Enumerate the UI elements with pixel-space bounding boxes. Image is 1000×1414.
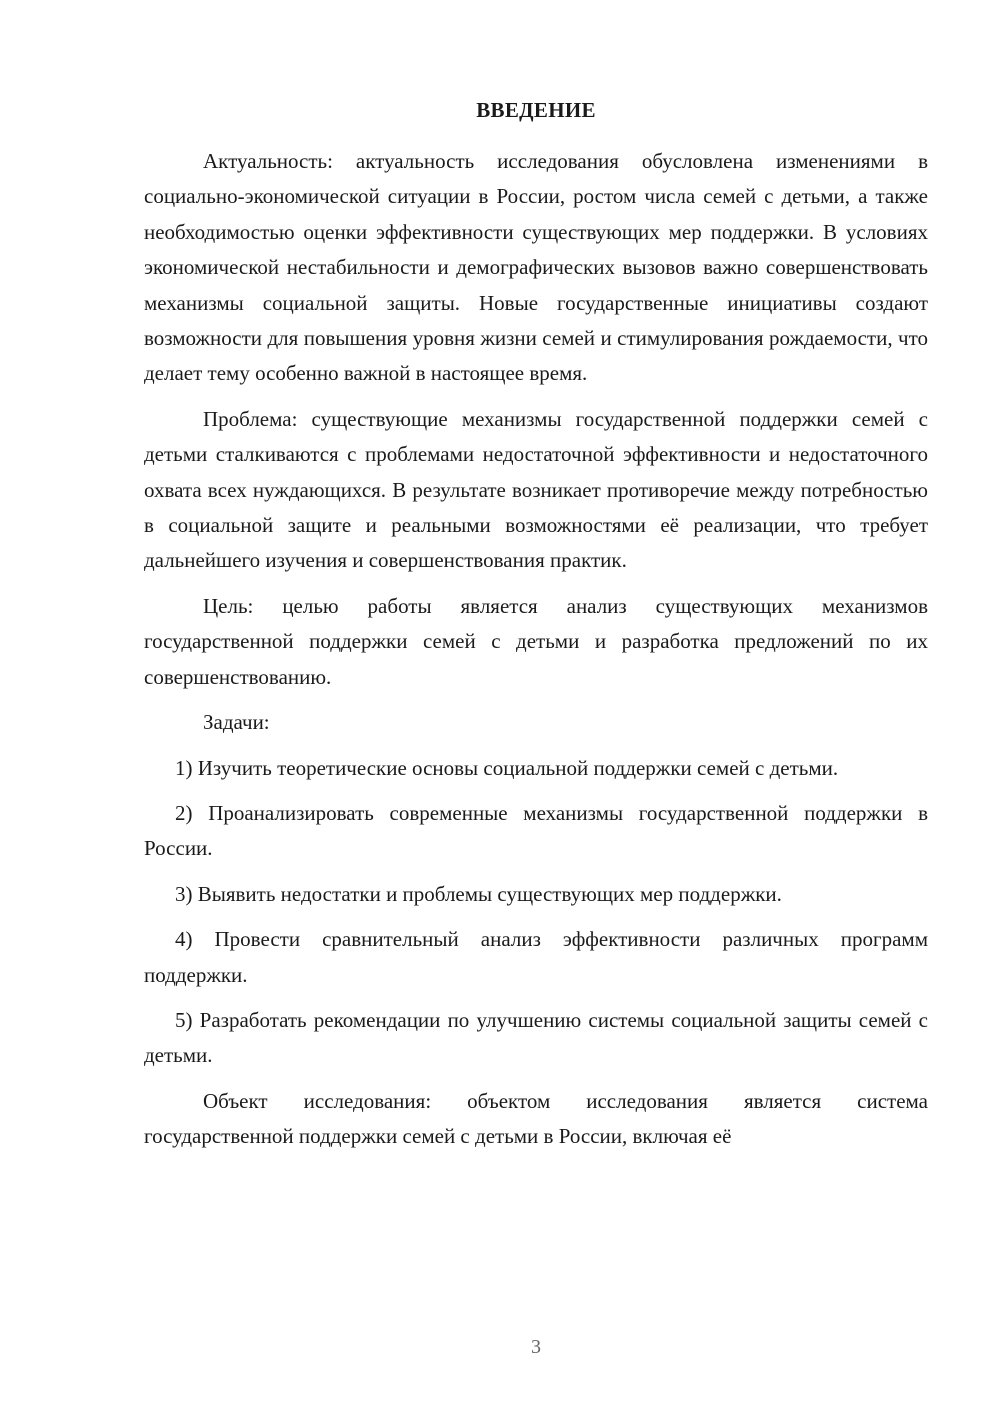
paragraph-problem: Проблема: существующие механизмы государственной поддержки семей с детьми сталкиваются с проблемами недостаточной эффективности и недостаточного охвата всех нуждающихся. В результате возникает противоречие между потребностью в социальной защите и реальными возможностями её реализации, что требует дальнейшего изучения и совершенствования практик. [144, 406, 928, 573]
tasks-heading: Задачи: [203, 710, 270, 735]
paragraph-object: Объект исследования: объектом исследования является система государственной поддержки семей с детьми в России, включая её [144, 1088, 928, 1149]
page-number: 3 [531, 1336, 541, 1358]
paragraph-relevance: Актуальность: актуальность исследования обусловлена изменениями в социально-экономической ситуации в России, ростом числа семей с детьми, а также необходимостью оценки эффективности существующих мер поддержки. В условиях экономической нестабильности и демографических вызовов важно совершенствовать механизмы социальной защиты. Новые государственные инициативы создают возможности для повышения уровня жизни семей и стимулирования рождаемости, что делает тему особенно важной в настоящее время. [144, 149, 928, 386]
page-title: ВВЕДЕНИЕ [476, 98, 596, 122]
task-item-3: 3) Выявить недостатки и проблемы существующих мер поддержки. [175, 881, 782, 906]
document-body [144, 144, 928, 1165]
task-item-2: 2) Проанализировать современные механизмы государственной поддержки в России. [144, 800, 928, 861]
task-item-4: 4) Провести сравнительный анализ эффективности различных программ поддержки. [144, 927, 928, 987]
task-item-5: 5) Разработать рекомендации по улучшению системы социальной защиты семей с детьми. [144, 1007, 928, 1068]
task-item-1: 1) Изучить теоретические основы социальной поддержки семей с детьми. [175, 755, 839, 780]
paragraph-goal: Цель: целью работы является анализ существующих механизмов государственной поддержки семей с детьми и разработка предложений по их совершенствованию. [144, 593, 928, 689]
